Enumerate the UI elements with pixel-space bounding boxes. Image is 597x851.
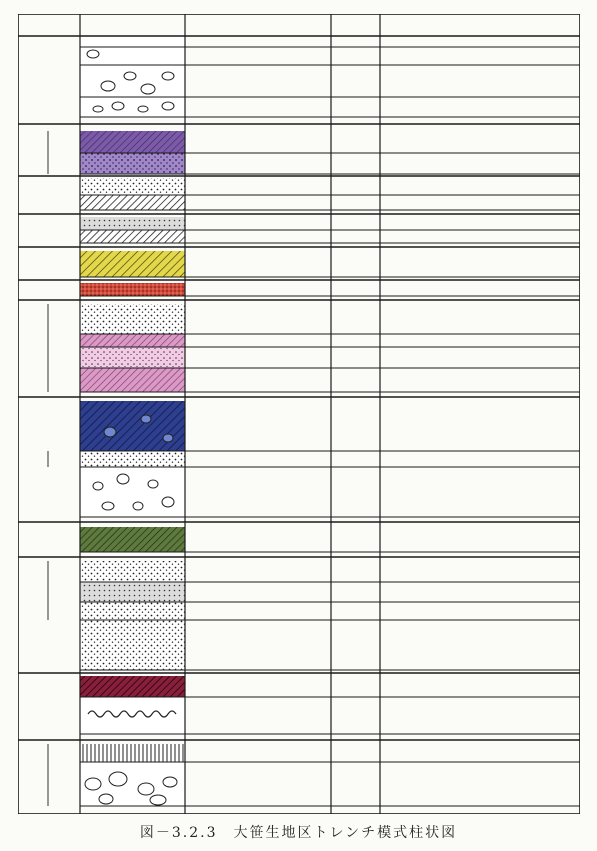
column-fill-10 [80,230,185,243]
column-fill-15 [80,347,185,368]
figure-caption: 図－3.2.3 大笹生地区トレンチ模式柱状図 [139,825,458,841]
column-fill-8 [80,195,185,210]
column-fill-3 [80,65,185,97]
columnar-section-table [18,14,580,814]
column-fill-26 [80,697,185,734]
column-fill-6 [80,153,185,174]
column-fill-5 [80,131,185,153]
column-fill-22 [80,582,185,602]
column-fill-12 [80,283,185,296]
column-fill-18 [80,451,185,467]
column-fill-20 [80,527,185,552]
column-fill-25 [80,676,185,697]
column-fill-17 [80,401,185,451]
column-fill-13 [80,304,185,334]
column-fill-9 [80,217,185,230]
column-fill-27 [80,744,185,762]
column-fill-14 [80,334,185,347]
column-fill-23 [80,602,185,620]
column-fill-7 [80,178,185,195]
column-fill-1 [80,36,185,47]
column-fill-16 [80,368,185,392]
column-chart-sheet [18,14,580,814]
column-fill-19 [80,467,185,517]
column-fill-21 [80,561,185,582]
column-fill-11 [80,251,185,277]
column-fill-24 [80,620,185,670]
